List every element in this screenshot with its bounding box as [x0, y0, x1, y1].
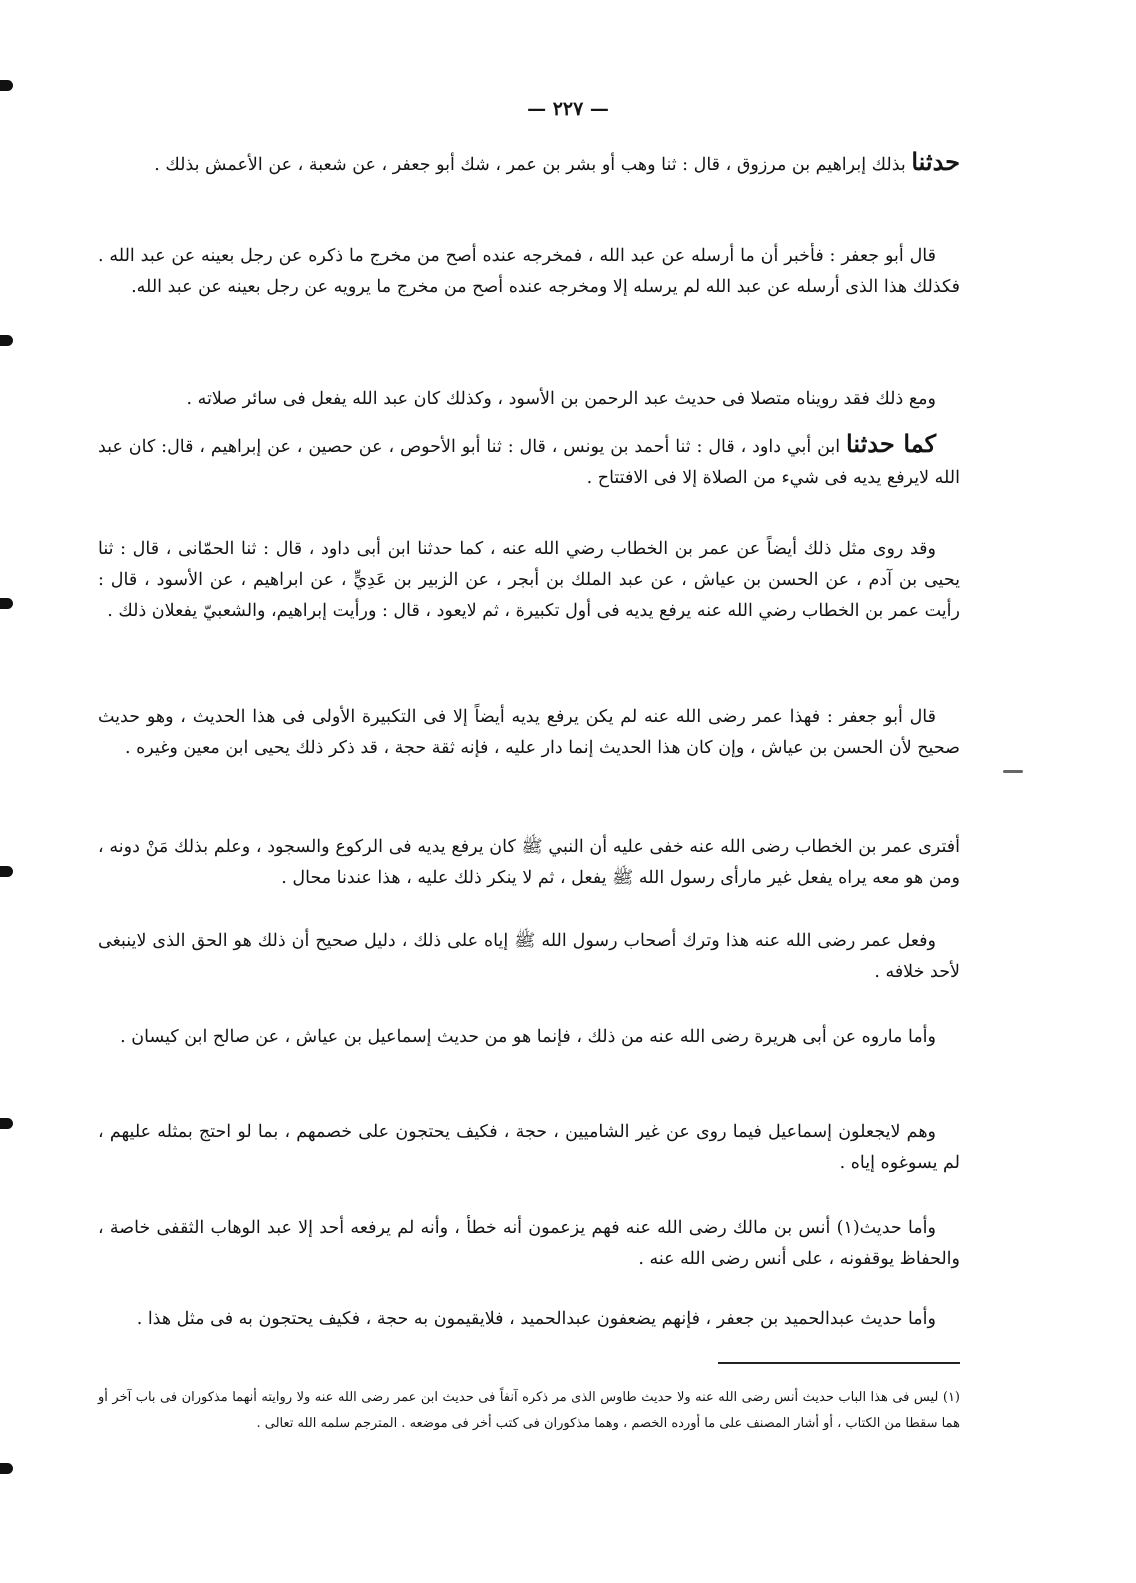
paragraph-text: قال أبو جعفر : فأخبر أن ما أرسله عن عبد الله ، فمخرجه عنده أصح من مخرج ما ذكره عن رجل بعينه عن عبد الله . فكذلك هذا الذى أرسله عن عبد الله لم يرسله إلا ومخرجه عنده أصح من مخرج ما يرويه عن رجل بعينه عن عبد الله. — [98, 246, 960, 297]
page-number: — ٢٢٧ — — [527, 98, 609, 120]
paragraph-text: وأما حديث عبدالحميد بن جعفر ، فإنهم يضعفون عبدالحميد ، فلايقيمون به حجة ، فكيف يحتجون به فى مثل هذا . — [136, 1309, 936, 1329]
paragraph-3 — [98, 384, 960, 415]
paragraph-text: وأما ماروه عن أبى هريرة رضى الله عنه من ذلك ، فإنما هو من حديث إسماعيل بن عياش ، عن صالح ابن كيسان . — [120, 1027, 936, 1047]
paragraph-7 — [98, 832, 960, 894]
paragraph-2 — [98, 241, 960, 303]
paragraph-8 — [98, 926, 960, 988]
paragraph-11 — [98, 1213, 960, 1275]
hadith-keyword: حدثنا — [911, 147, 960, 176]
binding-mark — [0, 598, 13, 609]
binding-mark — [0, 1463, 13, 1474]
binding-mark — [0, 866, 13, 877]
paragraph-text: وفعل عمر رضى الله عنه هذا وترك أصحاب رسول الله ﷺ إياه على ذلك ، دليل صحيح أن ذلك هو الحق الذى لاينبغى لأحد خلافه . — [98, 931, 960, 982]
paragraph-text: بذلك إبراهيم بن مرزوق ، قال : ثنا وهب أو بشر بن عمر ، شك أبو جعفر ، عن شعبة ، عن الأعمش بذلك . — [154, 155, 912, 175]
paragraph-9 — [98, 1022, 960, 1053]
paragraph-6 — [98, 702, 960, 764]
footnote: (١) ليس فى هذا الباب حديث أنس رضى الله عنه ولا حديث طاوس الذى مر ذكره آنفاً فى حديث ابن عمر رضى الله عنه ولا روايته أنهما مذكوران فى باب آخر أو هما سقطا من الكتاب ، أو أشار المصنف على ما أورده الخصم ، وهما مذكوران فى كتب أخر فى موضعه . المترجم سلمه الله تعالى . — [98, 1390, 960, 1431]
paragraph-12 — [98, 1304, 960, 1335]
hadith-keyword: كما حدثنا — [846, 429, 936, 458]
paragraph-text: وأما حديث(١) أنس بن مالك رضى الله عنه فهم يزعمون أنه خطأ ، وأنه لم يرفعه أحد إلا عبد الوهاب الثقفى خاصة ، والحفاظ يوقفونه ، على أنس رضى الله عنه . — [98, 1218, 960, 1269]
paragraph-text: ابن أبي داود ، قال : ثنا أحمد بن يونس ، قال : ثنا أبو الأحوص ، عن حصين ، عن إبراهيم ، قال: كان عبد الله لايرفع يديه فى شيء من الصلاة إلا فى الافتتاح . — [98, 437, 960, 488]
paragraph-10 — [98, 1117, 960, 1179]
scan-speck — [1003, 770, 1023, 773]
paragraph-text: أفترى عمر بن الخطاب رضى الله عنه خفى عليه أن النبي ﷺ كان يرفع يديه فى الركوع والسجود ، وعلم بذلك مَنْ دونه ، ومن هو معه يراه يفعل غير مارأى رسول الله ﷺ يفعل ، ثم لا ينكر ذلك عليه ، هذا عندنا محال . — [98, 837, 960, 888]
footnote-separator — [718, 1362, 960, 1364]
paragraph-text: وهم لايجعلون إسماعيل فيما روى عن غير الشاميين ، حجة ، فكيف يحتجون على خصمهم ، بما لو احتج بمثله عليهم ، لم يسوغوه إياه . — [98, 1122, 960, 1173]
paragraph-1 — [98, 147, 960, 181]
binding-mark — [0, 1118, 13, 1129]
paragraph-4 — [98, 429, 960, 494]
paragraph-text: وقد روى مثل ذلك أيضاً عن عمر بن الخطاب رضي الله عنه ، كما حدثنا ابن أبى داود ، قال : ثنا الحمّانى ، قال : ثنا يحيى بن آدم ، عن الحسن بن عياش ، عن عبد الملك بن أبجر ، عن الزبير بن عَدِيٍّ ، عن ابراهيم ، عن الأسود ، قال : رأيت عمر بن الخطاب رضي الله عنه يرفع يديه فى أول تكبيرة ، ثم لايعود ، قال : ورأيت إبراهيم، والشعبيّ يفعلان ذلك . — [98, 539, 960, 621]
paragraph-text: قال أبو جعفر : فهذا عمر رضى الله عنه لم يكن يرفع يديه أيضاً إلا فى التكبيرة الأولى فى هذا الحديث ، وهو حديث صحيح لأن الحسن بن عياش ، وإن كان هذا الحديث إنما دار عليه ، فإنه ثقة حجة ، قد ذكر ذلك يحيى ابن معين وغيره . — [98, 707, 960, 758]
paragraph-text: ومع ذلك فقد رويناه متصلا فى حديث عبد الرحمن بن الأسود ، وكذلك كان عبد الله يفعل فى سائر صلاته . — [186, 389, 936, 409]
paragraph-5 — [98, 534, 960, 627]
binding-mark — [0, 335, 13, 346]
binding-mark — [0, 80, 13, 91]
